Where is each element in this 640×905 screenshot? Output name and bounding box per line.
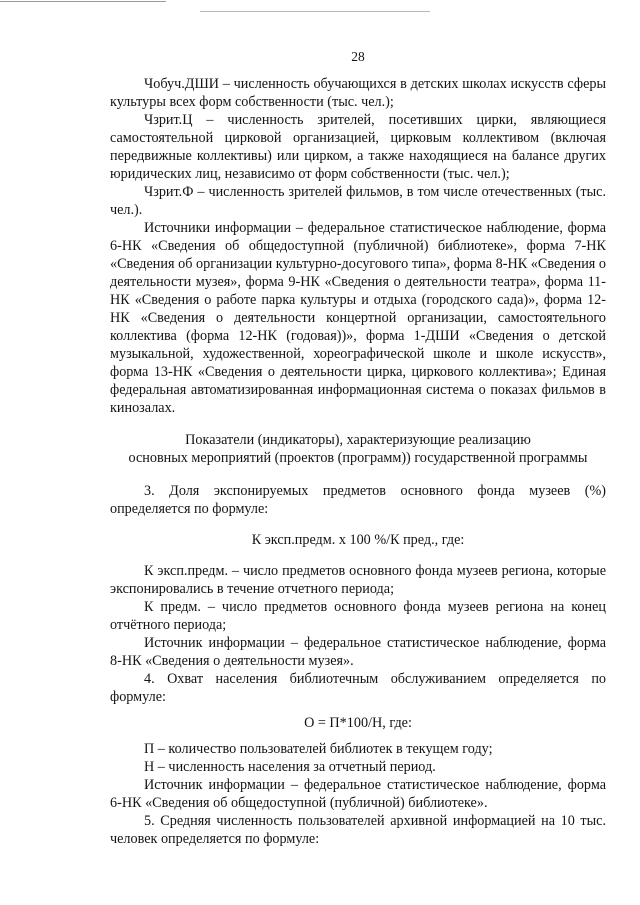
item3-def-k-predm: К предм. – число предметов основного фонда музеев региона на конец отчётного периода; [110, 599, 606, 633]
top-rule-left [0, 1, 166, 2]
item3-formula: К эксп.предм. х 100 %/К пред., где: [251, 532, 465, 548]
sources-paragraph: Источники информации – федеральное статистическое наблюдение, форма 6-НК «Сведения об общедоступной (публичной) библиотеке», форма 7-НК «Сведения об организации культурно-досугового типа», форма 8-НК «Сведения о деятельности музея», форма 9-НК «Сведения о деятельности театра», форма 11-НК «Сведения о работе парка культуры и отдыха (городского сада)», форма 12-НК «Сведения о деятельности концертной организации, самостоятельного коллектива (форма 12-НК (годовая))», форма 1-ДШИ «Сведения о детской музыкальной, художественной, хореографической школе и школе искусств», форма 13-НК «Сведения о деятельности цирка, циркового коллектива»; Единая федеральная автоматизированная информационная система о показах фильмов в кинозалах. [110, 220, 606, 416]
item4-def-p: П – количество пользователей библиотек в текущем году; [144, 741, 493, 757]
section-heading-line2: основных мероприятий (проектов (программ)) государственной программы [128, 450, 588, 466]
definition-chzrit-c: Чзрит.Ц – численность зрителей, посетивших цирки, являющиеся самостоятельной цирковой организацией, цирковым коллективом (включая передвижные коллективы) или цирком, а также находящиеся на балансе других юридических лиц, независимо от форм собственности (тыс. чел.); [110, 112, 606, 182]
item4-def-n: Н – численность населения за отчетный период. [144, 759, 436, 775]
page-number: 28 [351, 49, 365, 64]
item4-source: Источник информации – федеральное статистическое наблюдение, форма 6-НК «Сведения об общедоступной (публичной) библиотеке». [110, 777, 606, 811]
item3-intro: 3. Доля экспонируемых предметов основного фонда музеев (%) определяется по формуле: [110, 483, 606, 517]
definition-chzrit-f: Чзрит.Ф – численность зрителей фильмов, в том числе отечественных (тыс. чел.). [110, 184, 606, 218]
top-rule-mid [200, 11, 430, 12]
document-page [110, 48, 606, 848]
section-heading-line1: Показатели (индикаторы), характеризующие реализацию [185, 432, 531, 448]
section-heading [110, 431, 606, 467]
item4-intro: 4. Охват населения библиотечным обслуживанием определяется по формуле: [110, 671, 606, 705]
item3-def-k-eksp: К эксп.предм. – число предметов основного фонда музеев региона, которые экспонировались в течение отчетного периода; [110, 563, 606, 597]
definition-chobuch-dshi: Чобуч.ДШИ – численность обучающихся в детских школах искусств сферы культуры всех форм собственности (тыс. чел.); [110, 76, 606, 110]
item4-formula: О = П*100/Н, где: [304, 715, 412, 731]
item5-intro: 5. Средняя численность пользователей архивной информацией на 10 тыс. человек определяется по формуле: [110, 813, 606, 847]
item3-source: Источник информации – федеральное статистическое наблюдение, форма 8-НК «Сведения о деятельности музея». [110, 635, 606, 669]
